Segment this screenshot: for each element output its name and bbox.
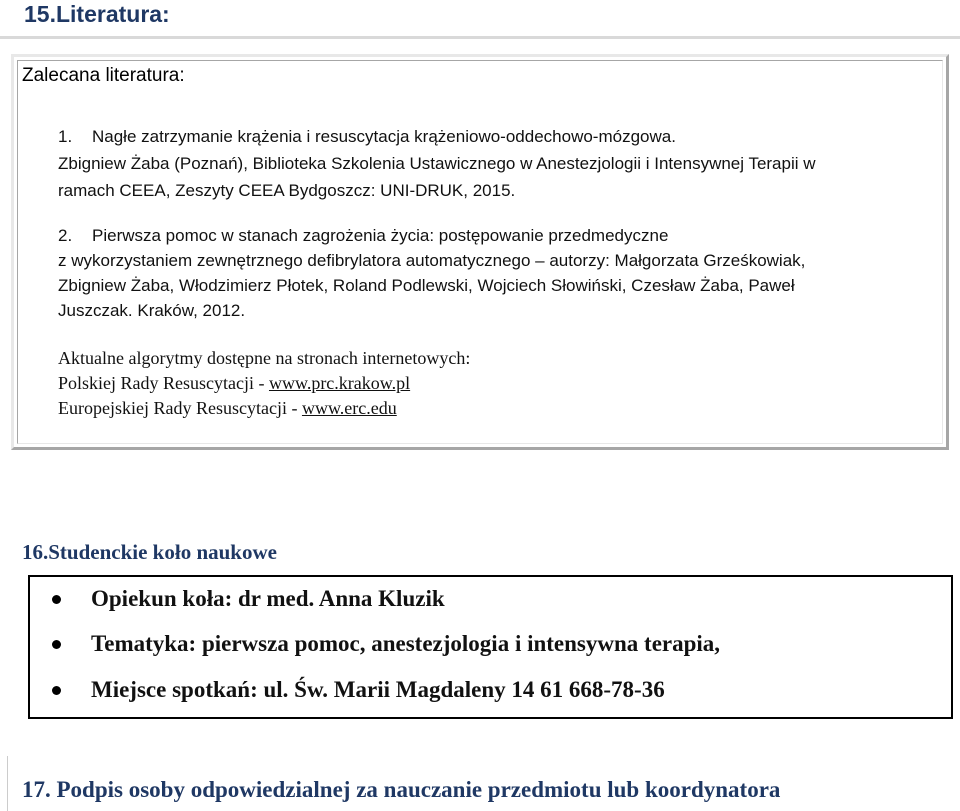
section-17-left-rule bbox=[7, 756, 8, 811]
club-topics-text: Tematyka: pierwsza pomoc, anestezjologia i intensywna terapia, bbox=[91, 631, 721, 656]
prc-website-link[interactable]: www.prc.krakow.pl bbox=[268, 373, 411, 393]
literature-item-2-line-1 bbox=[58, 224, 668, 248]
section-15-heading: 15.Literatura: bbox=[24, 1, 170, 27]
literature-item-2-line-4: Juszczak. Kraków, 2012. bbox=[58, 301, 246, 320]
club-bullet-item bbox=[52, 629, 720, 659]
algorithms-erc-label: Europejskiej Rady Resuscytacji - bbox=[58, 398, 302, 418]
literature-item-1-line-1 bbox=[58, 125, 676, 149]
algorithms-prc-line bbox=[58, 371, 410, 395]
literature-item-1-number: 1. bbox=[58, 127, 73, 146]
club-meeting-place-text: Miejsce spotkań: ul. Św. Marii Magdaleny 14 61 668-78-36 bbox=[91, 677, 665, 702]
literature-item-2-title: Pierwsza pomoc w stanach zagrożenia życia: postępowanie przedmedyczne bbox=[92, 226, 669, 245]
algorithms-erc-line bbox=[58, 396, 397, 420]
section-divider bbox=[0, 36, 960, 39]
bullet-icon bbox=[52, 595, 61, 604]
club-bullet-item bbox=[52, 584, 445, 614]
club-supervisor-text: Opiekun koła: dr med. Anna Kluzik bbox=[91, 586, 445, 611]
literature-item-2-line-2: z wykorzystaniem zewnętrznego defibrylatora automatycznego – autorzy: Małgorzata Grześkowiak, bbox=[58, 251, 806, 270]
literature-item-1-line-3: ramach CEEA, Zeszyty CEEA Bydgoszcz: UNI-DRUK, 2015. bbox=[58, 181, 516, 200]
literature-box-title: Zalecana literatura: bbox=[22, 65, 185, 86]
section-16-heading: 16.Studenckie koło naukowe bbox=[22, 540, 277, 564]
section-17-heading: 17. Podpis osoby odpowiedzialnej za nauczanie przedmiotu lub koordynatora bbox=[22, 777, 781, 802]
bullet-icon bbox=[52, 640, 61, 649]
literature-item-2-line-3: Zbigniew Żaba, Włodzimierz Płotek, Roland Podlewski, Wojciech Słowiński, Czesław Żaba, Paweł bbox=[58, 276, 795, 295]
literature-item-2-number: 2. bbox=[58, 226, 73, 245]
club-bullet-item bbox=[52, 675, 665, 705]
bullet-icon bbox=[52, 686, 61, 695]
literature-item-1-line-2: Zbigniew Żaba (Poznań), Biblioteka Szkolenia Ustawicznego w Anestezjologii i Intensywnej Terapii w bbox=[58, 154, 816, 173]
algorithms-intro: Aktualne algorytmy dostępne na stronach internetowych: bbox=[58, 348, 471, 368]
algorithms-prc-label: Polskiej Rady Resuscytacji - bbox=[58, 373, 269, 393]
literature-item-1-title: Nagłe zatrzymanie krążenia i resuscytacja krążeniowo-oddechowo-mózgowa. bbox=[92, 127, 676, 146]
erc-website-link[interactable]: www.erc.edu bbox=[301, 398, 397, 418]
